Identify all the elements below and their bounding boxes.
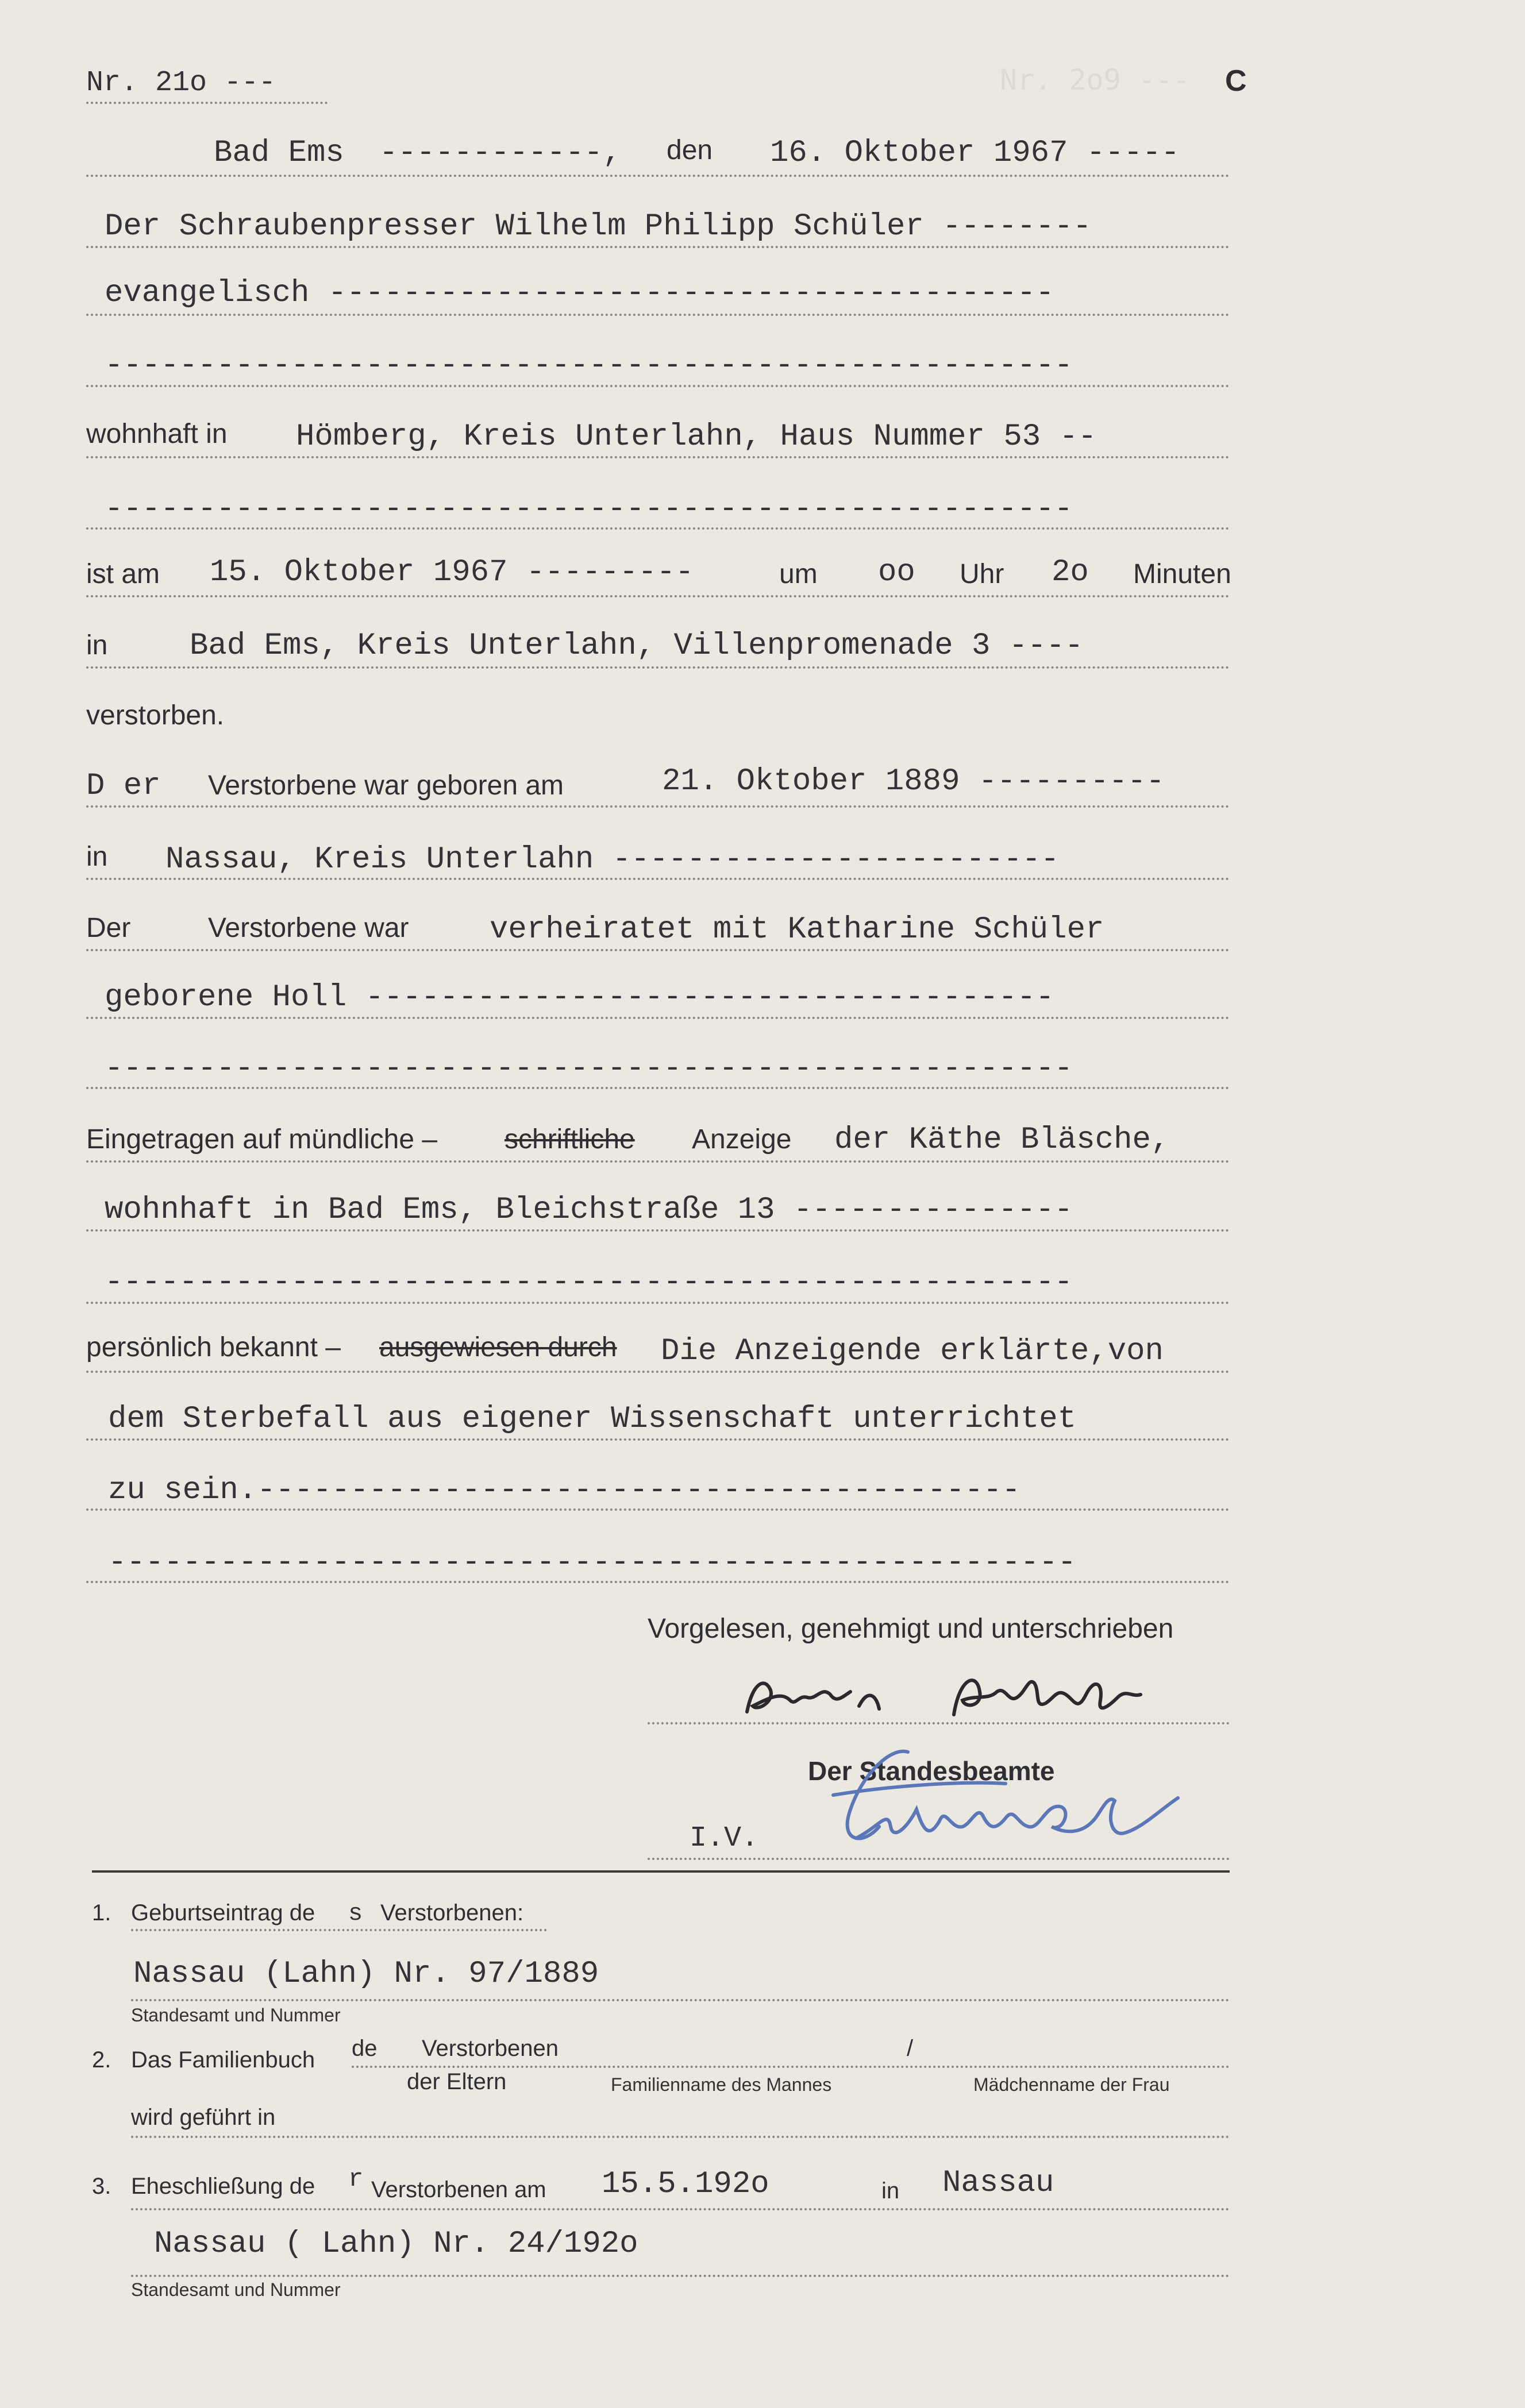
note-1-label-end: Verstorbenen: <box>380 1900 524 1925</box>
rule <box>131 2275 1230 2277</box>
rule <box>86 595 1230 597</box>
record-place-dashes: ------------, <box>379 136 622 171</box>
informant-name: der Käthe Bläsche, <box>834 1122 1170 1157</box>
rule <box>86 314 1230 316</box>
signature-rule <box>648 1722 1230 1724</box>
death-place-label: in <box>86 630 108 661</box>
rule <box>86 805 1230 808</box>
born-label: Verstorbene war geboren am <box>208 770 564 801</box>
residence-label: wohnhaft in <box>86 419 228 449</box>
note-3-value: Nassau ( Lahn) Nr. 24/192o <box>154 2226 638 2262</box>
rule <box>86 456 1230 458</box>
note-2-number: 2. <box>92 2047 111 2073</box>
note-3-in: in <box>881 2178 900 2204</box>
rule <box>86 1087 1230 1089</box>
statement-line-1: Die Anzeigende erklärte,von <box>661 1334 1164 1369</box>
note-2-verstorbenen: Verstorbenen <box>422 2036 559 2061</box>
registrar-label: Der Standesbeamte <box>808 1756 1055 1786</box>
minuten-label: Minuten <box>1133 559 1231 589</box>
rule <box>352 2066 1230 2068</box>
informant-label-end: Anzeige <box>692 1124 792 1155</box>
rule <box>86 949 1230 951</box>
der-typed: D er <box>86 769 161 804</box>
note-2-slash: / <box>907 2036 914 2061</box>
rule <box>86 878 1230 880</box>
filler-line-2: ---------------------------------------------------- <box>105 492 1073 527</box>
death-minute: 2o <box>1052 555 1089 590</box>
informant-label-start: Eingetragen auf mündliche – <box>86 1124 438 1155</box>
note-2-wife: Mädchenname der Frau <box>973 2074 1170 2095</box>
informant-signature <box>735 1666 1184 1723</box>
registrar-signature <box>816 1741 1189 1855</box>
deceased-name-line: Der Schraubenpresser Wilhelm Philipp Schüler -------- <box>105 209 1092 244</box>
birth-place-value: Nassau, Kreis Unterlahn ------------------------ <box>165 842 1060 877</box>
death-date-label: ist am <box>86 559 160 589</box>
note-1-sub: Standesamt und Nummer <box>131 2005 341 2025</box>
record-place: Bad Ems <box>214 136 344 171</box>
rule <box>86 666 1230 669</box>
rule <box>86 175 1230 177</box>
death-hour: oo <box>878 555 915 590</box>
statement-line-2: dem Sterbefall aus eigener Wissenschaft unterrichtet <box>108 1402 1077 1437</box>
iv-label: I.V. <box>690 1822 759 1855</box>
uhr-label: Uhr <box>960 559 1004 589</box>
residence-value: Hömberg, Kreis Unterlahn, Haus Nummer 53 -- <box>296 419 1097 454</box>
rule <box>131 1929 547 1931</box>
rule <box>86 1302 1230 1304</box>
note-2-de: de <box>352 2036 378 2061</box>
read-approved-label: Vorgelesen, genehmigt und unterschrieben <box>648 1614 1174 1644</box>
note-2-eltern: der Eltern <box>407 2069 507 2094</box>
rule <box>86 1438 1230 1441</box>
birth-place-label: in <box>86 842 108 872</box>
section-divider <box>92 1870 1230 1873</box>
record-number: Nr. 21o --- <box>86 67 276 99</box>
rule <box>131 1999 1230 2001</box>
rule <box>86 527 1230 530</box>
note-3-label-end: Verstorbenen am <box>371 2177 546 2202</box>
identified-struck: ausgewiesen durch <box>379 1332 617 1363</box>
note-3-suffix: r <box>348 2165 364 2194</box>
death-place-value: Bad Ems, Kreis Unterlahn, Villenpromenade 3 ---- <box>190 628 1084 663</box>
note-1-number: 1. <box>92 1900 111 1925</box>
note-3-label: Eheschließung de <box>131 2174 315 2199</box>
marital-status-value: verheiratet mit Katharine Schüler <box>490 912 1104 947</box>
death-date-value: 15. Oktober 1967 --------- <box>210 555 694 590</box>
note-3-sub: Standesamt und Nummer <box>131 2279 341 2300</box>
der-label: Der <box>86 913 131 943</box>
filler-line-5: ---------------------------------------------------- <box>108 1545 1077 1580</box>
note-1-label: Geburtseintrag de <box>131 1900 315 1925</box>
rule <box>86 1581 1230 1583</box>
record-date: 16. Oktober 1967 ----- <box>770 136 1180 171</box>
note-2-kept: wird geführt in <box>131 2105 276 2130</box>
informant-struck-word: schriftliche <box>505 1124 635 1155</box>
note-3-number: 3. <box>92 2174 111 2199</box>
corner-letter: C <box>1225 64 1247 98</box>
note-3-date: 15.5.192o <box>602 2167 769 2202</box>
rule <box>86 246 1230 248</box>
rule <box>131 2208 1230 2210</box>
note-1-value: Nassau (Lahn) Nr. 97/1889 <box>133 1957 599 1992</box>
um-label: um <box>779 559 818 589</box>
rule <box>86 1229 1230 1232</box>
rule <box>86 1160 1230 1163</box>
record-den-label: den <box>667 135 713 165</box>
deceased-religion-line: evangelisch --------------------------------------- <box>105 276 1054 311</box>
verstorben-label: verstorben. <box>86 700 225 731</box>
note-2-husband: Familienname des Mannes <box>611 2074 832 2095</box>
iv-rule <box>648 1858 1230 1860</box>
known-label: persönlich bekannt – <box>86 1332 341 1363</box>
marital-label: Verstorbene war <box>208 913 409 943</box>
filler-line-1: ---------------------------------------------------- <box>105 348 1073 383</box>
filler-line-3: ---------------------------------------------------- <box>105 1051 1073 1086</box>
rule <box>86 102 328 104</box>
rule <box>86 1371 1230 1373</box>
rule <box>86 1508 1230 1511</box>
statement-line-3: zu sein.----------------------------------------- <box>108 1473 1020 1508</box>
birth-date-value: 21. Oktober 1889 ---------- <box>662 764 1165 799</box>
bleed-through: Nr. 2o9 --- <box>1000 63 1191 97</box>
note-3-place: Nassau <box>942 2166 1054 2201</box>
rule <box>131 2136 1230 2138</box>
spouse-line: geborene Holl ------------------------------------- <box>105 980 1054 1015</box>
note-2-label: Das Familienbuch <box>131 2047 315 2073</box>
rule <box>86 385 1230 387</box>
informant-address-line: wohnhaft in Bad Ems, Bleichstraße 13 --------------- <box>105 1193 1073 1228</box>
note-1-suffix: s <box>348 1900 363 1927</box>
filler-line-4: ---------------------------------------------------- <box>105 1265 1073 1300</box>
rule <box>86 1017 1230 1019</box>
